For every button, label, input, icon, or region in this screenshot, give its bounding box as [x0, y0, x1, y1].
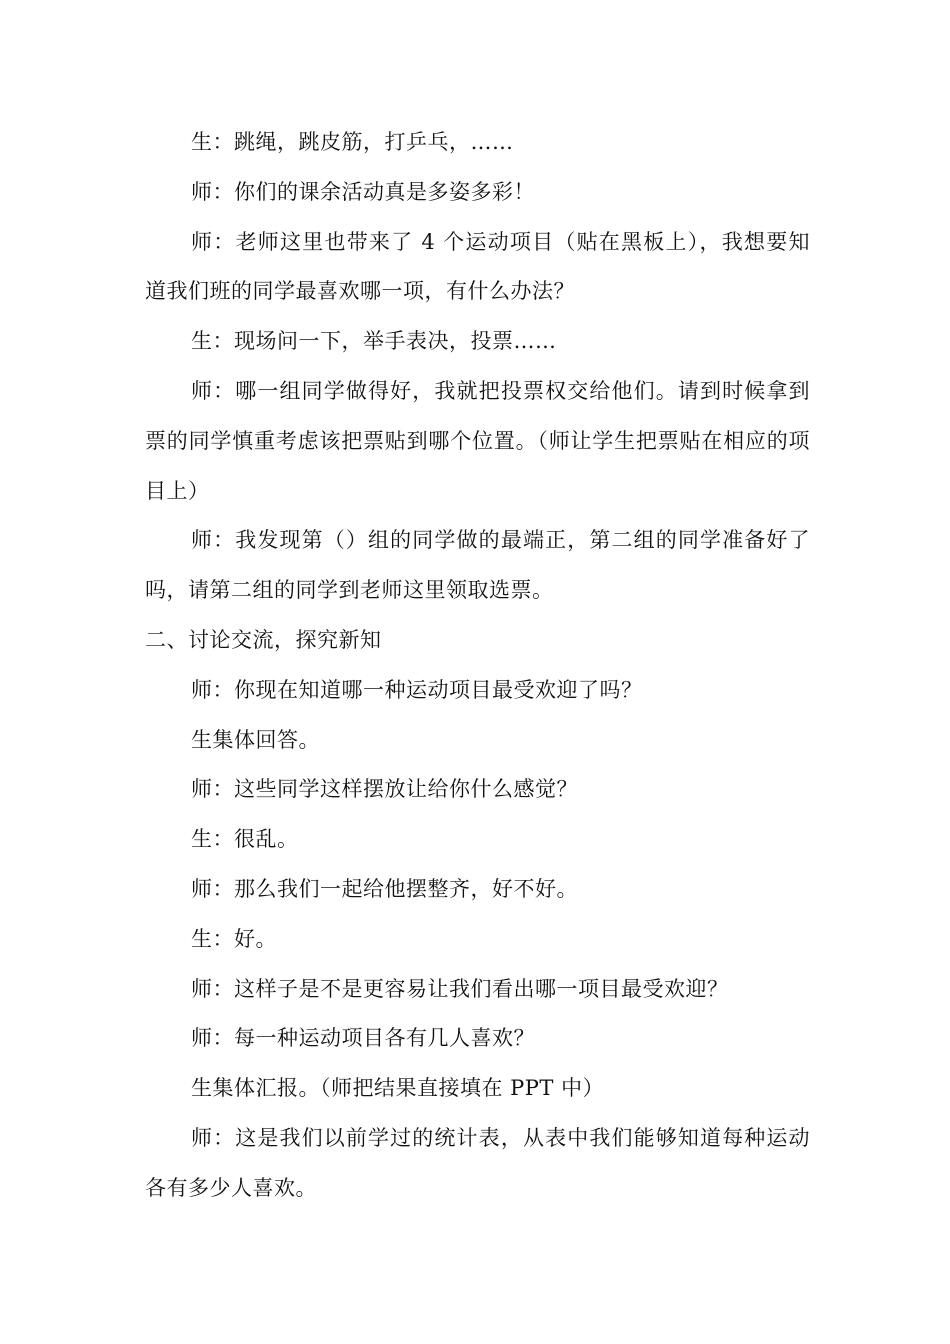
- paragraph: 师：那么我们一起给他摆整齐，好不好。: [191, 876, 578, 901]
- paragraph: 生：现场问一下，举手表决，投票……: [191, 329, 557, 354]
- paragraph: 生：很乱。: [191, 827, 299, 852]
- paragraph: 生集体回答。: [191, 727, 320, 752]
- paragraph: 师：老师这里也带来了 4 个运动项目（贴在黑板上），我想要知道我们班的同学最喜欢哪一项，有什么办法？: [145, 229, 810, 304]
- paragraph: 师：每一种运动项目各有几人喜欢？: [191, 1026, 535, 1051]
- paragraph: 生：好。: [191, 926, 277, 951]
- paragraph: 师：你们的课余活动真是多姿多彩！: [191, 179, 535, 204]
- paragraph: 生集体汇报。（师把结果直接填在 PPT 中）: [191, 1076, 605, 1101]
- paragraph: 师：这样子是不是更容易让我们看出哪一项目最受欢迎？: [191, 976, 729, 1001]
- paragraph: 师：哪一组同学做得好，我就把投票权交给他们。请到时候拿到票的同学慎重考虑该把票贴到哪个位置。（师让学生把票贴在相应的项目上）: [145, 378, 810, 503]
- paragraph: 师：这是我们以前学过的统计表，从表中我们能够知道每种运动各有多少人喜欢。: [145, 1125, 810, 1200]
- paragraph: 师：我发现第（）组的同学做的最端正，第二组的同学准备好了吗，请第二组的同学到老师这里领取选票。: [145, 528, 810, 603]
- section-heading: 二、讨论交流，探究新知: [145, 627, 382, 652]
- document-body: [145, 118, 810, 1214]
- paragraph: 生：跳绳，跳皮筋，打乒乓，……: [191, 130, 514, 154]
- paragraph: 师：这些同学这样摆放让给你什么感觉？: [191, 777, 578, 802]
- paragraph: 师：你现在知道哪一种运动项目最受欢迎了吗？: [191, 677, 643, 702]
